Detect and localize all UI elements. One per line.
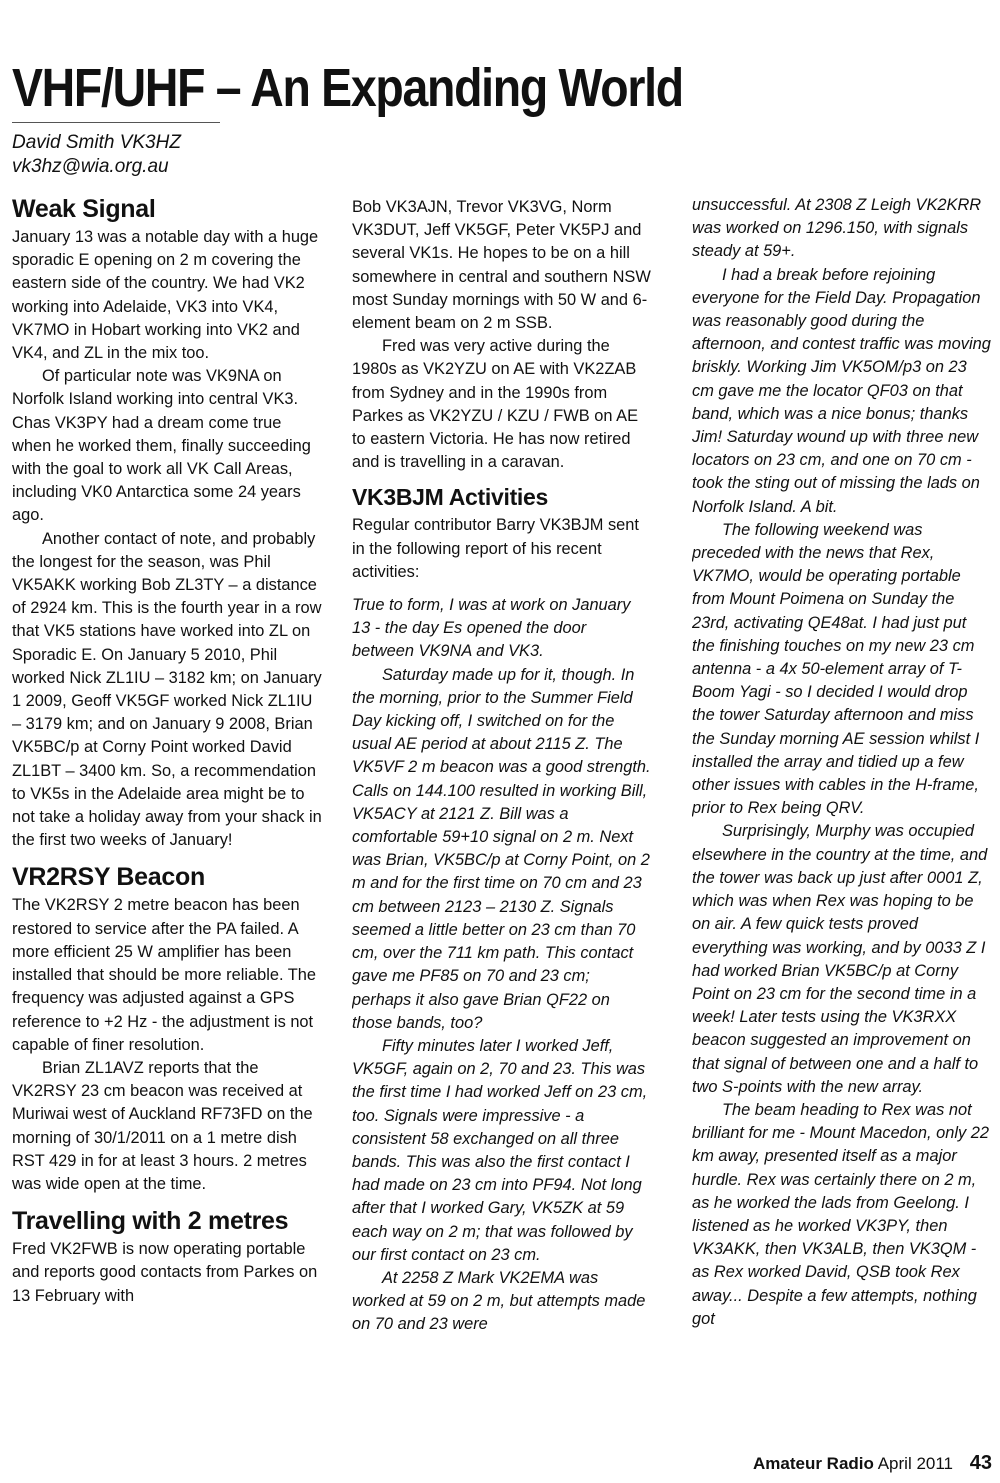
section-heading-weak-signal: Weak Signal — [12, 195, 156, 223]
quoted-paragraph: Saturday made up for it, though. In the morning, prior to the Summer Field Day kicking off, I switched on for the usual AE period at about 2115 Z. The VK5VF 2 m beacon was a good strength. Calls on 144.100 resulted in working Bill, VK5ACY at 2121 Z. Bill was a comfortable 59+10 signal on 2 m. Next was Brian, VK5BC/p at Corny Point, on 2 m and for the first time on 70 cm and 23 cm between 2123 – 2130 Z. Signals seemed a little better on 23 cm than 70 cm, over the 711 km path. This contact gave me PF85 on 70 and 23 cm; perhaps it also gave Brian QF22 on those bands, too? — [352, 665, 651, 1032]
paragraph: Brian ZL1AVZ reports that the VK2RSY 23 cm beacon was received at Muriwai west of Auckland RF73FD on the morning of 30/1/2011 on a 1 metre dish RST 429 in for at least 3 hours. 2 metres was wide open at the time. — [12, 1058, 313, 1193]
byline — [12, 122, 220, 179]
quoted-paragraph: At 2258 Z Mark VK2EMA was worked at 59 on 2 m, but attempts made on 70 and 23 were — [352, 1268, 646, 1334]
quoted-paragraph: Fifty minutes later I worked Jeff, VK5GF, again on 2, 70 and 23. This was the first time I had worked Jeff on 23 cm, too. Signals were impressive - a consistent 58 exchanged on all three bands. This was also the first contact I had made on 23 cm into PF94. Not long after that I worked Gary, VK5ZK at 59 each way on 2 m; that was followed by our first contact on 23 cm. — [352, 1036, 648, 1264]
section-heading-travelling: Travelling with 2 metres — [12, 1207, 289, 1236]
quoted-paragraph: True to form, I was at work on January 13 - the day Es opened the door between VK9NA and VK3. — [352, 596, 631, 661]
quoted-paragraph: unsuccessful. At 2308 Z Leigh VK2KRR was worked on 1296.150, with signals steady at 59+. — [692, 196, 982, 261]
paragraph: Fred was very active during the 1980s as VK2YZU on AE with VK2ZAB from Sydney and in the 1990s from Parkes as VK2YZU / KZU / FWB on AE to eastern Victoria. He has now retired and is travelling in a caravan. — [352, 337, 639, 472]
author-name: David Smith VK3HZ — [12, 132, 181, 153]
paragraph: Bob VK3AJN, Trevor VK3VG, Norm VK3DUT, Jeff VK5GF, Peter VK5PJ and several VK1s. He hopes to be on a hill somewhere in central and southern NSW most Sunday mornings with 50 W and 6-element beam on 2 m SSB. — [352, 198, 651, 333]
paragraph: The VK2RSY 2 metre beacon has been restored to service after the PA failed. A more efficient 25 W amplifier has been installed that should be more reliable. The frequency was adjusted against a GPS reference to +2 Hz - the adjustment is not capable of finer resolution. — [12, 896, 317, 1054]
paragraph: Another contact of note, and probably the longest for the season, was Phil VK5AKK working Bob ZL3TY – a distance of 2924 km. This is the fourth year in a row that VK5 stations have worked into ZL on Sporadic E. On January 5 2010, Phil worked Nick ZL1IU – 3182 km; on January 1 2009, Geoff VK5GF worked Nick ZL1IU – 3179 km; and on January 9 2008, Brian VK5BC/p at Corny Point worked David ZL1BT – 3400 km. So, a recommendation to VK5s in the Adelaide area might be to not take a holiday away from your shack in the first two weeks of January! — [12, 529, 322, 850]
quoted-paragraph: Surprisingly, Murphy was occupied elsewhere in the country at the time, and the tower was back up just after 0001 Z, which was when Rex was hoping to be on air. A few quick tests proved everything was working, and by 0033 Z I had worked Brian VK5BC/p at Corny Point on 23 cm for the second time in a week! Later tests using the VK3RXX beacon suggested an improvement on that signal of between one and a half to two S-points with the new array. — [692, 822, 988, 1096]
page-footer — [753, 1452, 992, 1475]
section-heading-vr2rsy-beacon: VR2RSY Beacon — [12, 863, 205, 892]
paragraph: Regular contributor Barry VK3BJM sent in the following report of his recent activities: — [352, 516, 639, 581]
column-3 — [692, 194, 992, 1443]
quoted-paragraph: I had a break before rejoining everyone for the Field Day. Propagation was reasonably good during the afternoon, and contest traffic was moving briskly. Working Jim VK5OM/p3 on 23 cm gave me the locator QF03 on that band, which was a nice bonus; thanks Jim! Saturday wound up with three new locators on 23 cm, and one on 70 cm - took the sting out of missing the lads on Norfolk Island. A bit. — [692, 265, 991, 516]
quoted-paragraph: The beam heading to Rex was not brilliant for me - Mount Macedon, only 22 km away, presented itself as a major hurdle. Rex was certainly there on 2 m, as he worked the lads from Geelong. I listened as he worked VK3PY, then VK3AKK, then VK3ALB, then VK3QM - as Rex worked David, QSB took Rex away... Despite a few attempts, nothing got — [692, 1100, 989, 1328]
magazine-name: Amateur Radio — [753, 1454, 874, 1473]
column-1 — [12, 194, 324, 1443]
article-title: VHF/UHF – An Expanding World — [12, 58, 683, 118]
paragraph: Fred VK2FWB is now operating portable and reports good contacts from Parkes on 13 February with — [12, 1240, 318, 1305]
section-heading-vk3bjm-activities: VK3BJM Activities — [352, 484, 549, 511]
page-number: 43 — [969, 1452, 992, 1474]
author-email: vk3hz@wia.org.au — [12, 156, 169, 177]
column-2 — [352, 196, 652, 1443]
paragraph: January 13 was a notable day with a huge sporadic E opening on 2 m covering the eastern side of the country. We had VK2 working into Adelaide, VK3 into VK4, VK7MO in Hobart working into VK2 and VK4, and ZL in the mix too. — [12, 228, 319, 363]
quoted-paragraph: The following weekend was preceded with the news that Rex, VK7MO, would be operating portable from Mount Poimena on Sunday the 23rd, activating QE48at. I had just put the finishing touches on my new 23 cm antenna - a 4x 50-element array of T-Boom Yagi - so I decided I would drop the tower Saturday afternoon and miss the Sunday morning AE session whilst I installed the array and tidied up a few other issues with cables in the H-frame, prior to Rex being QRV. — [692, 520, 980, 818]
paragraph: Of particular note was VK9NA on Norfolk Island working into central VK3. Chas VK3PY had a dream come true when he worked them, finally succeeding with the goal to work all VK Call Areas, including VK0 Antarctica some 24 years ago. — [12, 367, 311, 525]
issue-date: April 2011 — [877, 1454, 954, 1473]
